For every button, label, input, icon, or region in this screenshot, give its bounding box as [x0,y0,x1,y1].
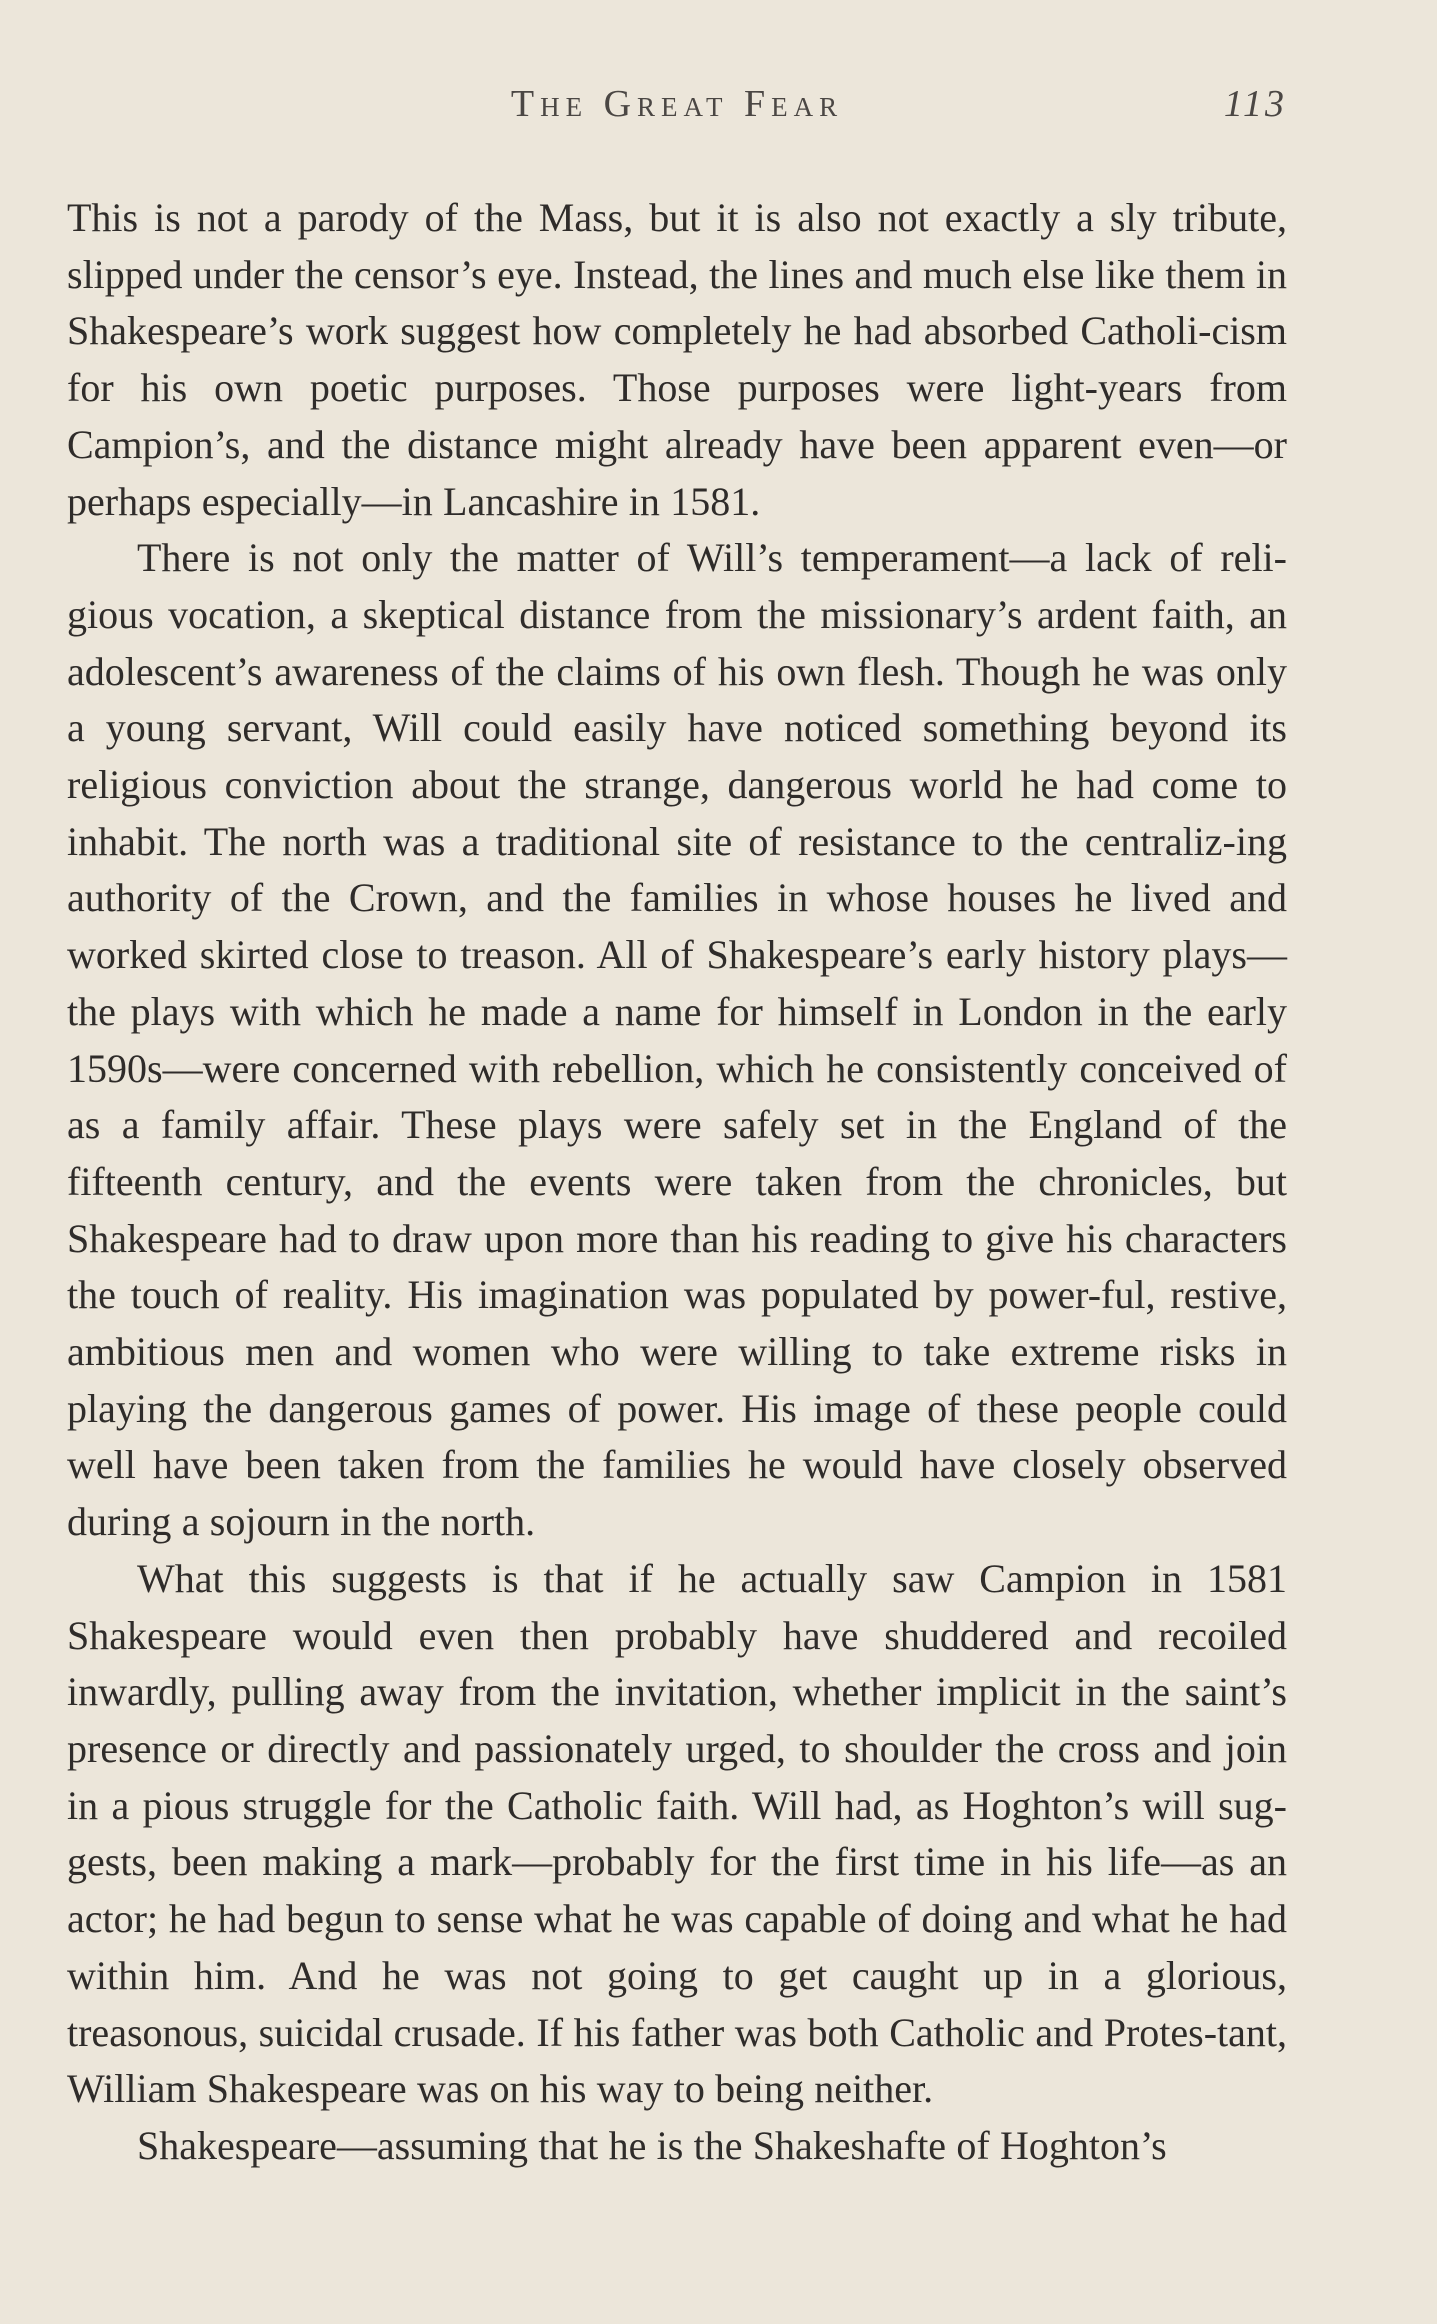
running-head [67,82,1287,132]
running-head-title: The Great Fear [510,83,844,125]
page-number: 113 [1223,83,1287,125]
paragraph-3: What this suggests is that if he actually saw Campion in 1581 Shakespeare would even then probably have shuddered and recoiled inwardly, pulling away from the invitation, whether implicit in the saint’s presence or directly and passionately urged, to shoulder the cross and join in a pious struggle for the Catholic faith. Will had, as Hoghton’s will sug-gests, been making a mark—probably for the first time in his life—as an actor; he had begun to sense what he was capable of doing and what he had within him. And he was not going to get caught up in a glorious, treasonous, suicidal crusade. If his father was both Catholic and Protes-tant, William Shakespeare was on his way to being neither. [67,1555,1287,2112]
paragraph-1: This is not a parody of the Mass, but it is also not exactly a sly tribute, slipped under the censor’s eye. Instead, the lines and much else like them in Shakespeare’s work suggest how completely he had absorbed Catholi-cism for his own poetic purposes. Those purposes were light-years from Campion’s, and the distance might already have been apparent even—or perhaps especially—in Lancashire in 1581. [67,195,1287,524]
paragraph-4: Shakespeare—assuming that he is the Shakeshafte of Hoghton’s [137,2122,1167,2168]
body-text [67,190,1287,2175]
paragraph-2: There is not only the matter of Will’s temperament—a lack of reli-gious vocation, a skeptical distance from the missionary’s ardent faith, an adolescent’s awareness of the claims of his own flesh. Though he was only a young servant, Will could easily have noticed something beyond its religious conviction about the strange, dangerous world he had come to inhabit. The north was a traditional site of resistance to the centraliz-ing authority of the Crown, and the families in whose houses he lived and worked skirted close to treason. All of Shakespeare’s early history plays—the plays with which he made a name for himself in London in the early 1590s—were concerned with rebellion, which he consistently conceived of as a family affair. These plays were safely set in the England of the fifteenth century, and the events were taken from the chronicles, but Shakespeare had to draw upon more than his reading to give his characters the touch of reality. His imagination was populated by power-ful, restive, ambitious men and women who were willing to take extreme risks in playing the dangerous games of power. His image of these people could well have been taken from the families he would have closely observed during a sojourn in the north. [67,535,1287,1545]
